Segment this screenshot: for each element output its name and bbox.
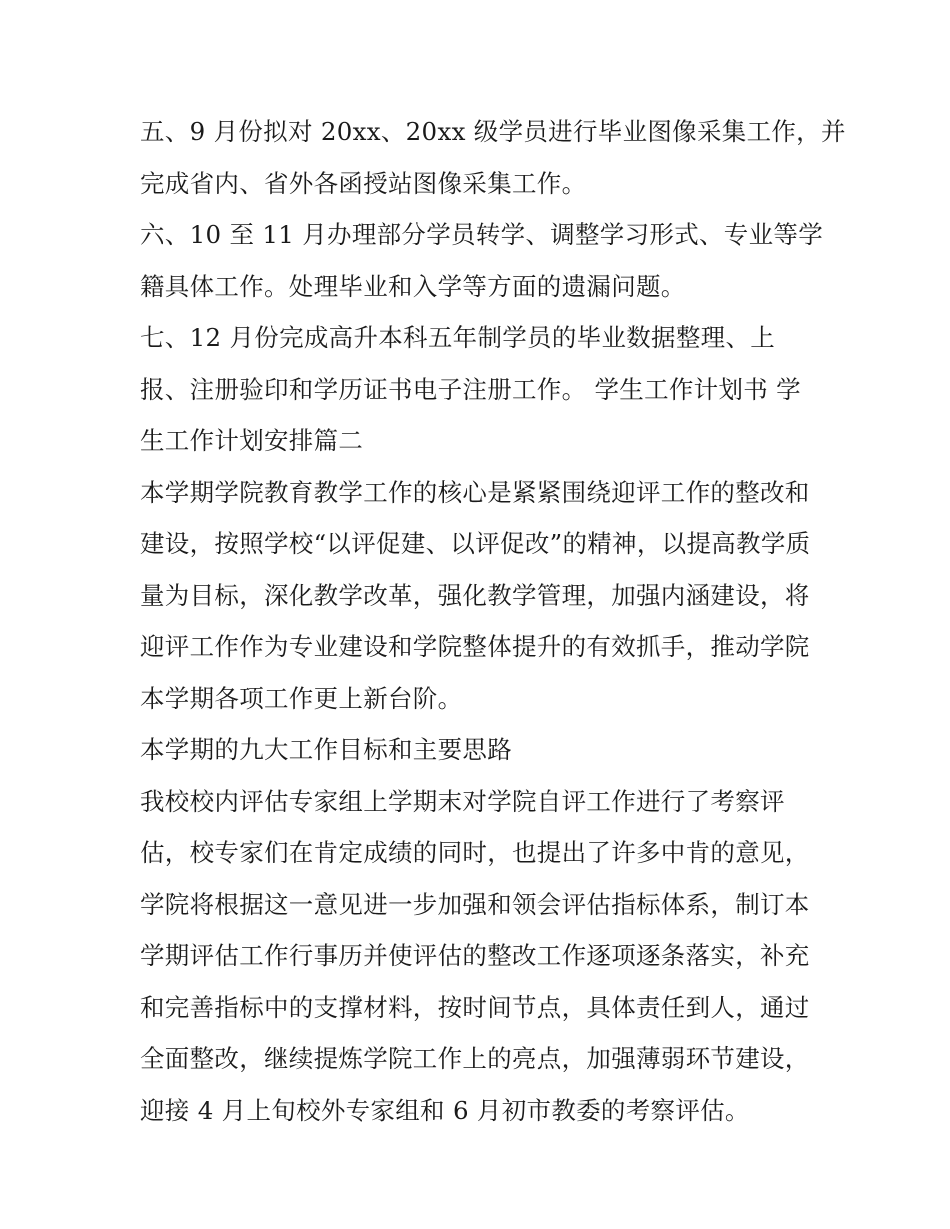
text-line: 和完善指标中的支撑材料，按时间节点，具体责任到人，通过	[140, 992, 810, 1022]
text-line: 建设，按照学校“以评促建、以评促改”的精神，以提高教学质	[140, 529, 811, 558]
text-line: 迎评工作作为专业建设和学院整体提升的有效抓手，推动学院	[140, 632, 810, 661]
text-line: 生工作计划安排篇二	[140, 426, 364, 455]
text-line: 估，校专家们在肯定成绩的同时，也提出了许多中肯的意见，	[140, 838, 810, 867]
text-line: 学院将根据这一意见进一步加强和领会评估指标体系，制订本	[140, 889, 810, 919]
text-line: 全面整改，继续提炼学院工作上的亮点，加强薄弱环节建设，	[140, 1044, 810, 1073]
document-body	[140, 106, 846, 1136]
text-line: 本学期的九大工作目标和主要思路	[140, 735, 512, 764]
text-line: 籍具体工作。处理毕业和入学等方面的遗漏问题。	[140, 271, 686, 301]
text-line: 报、注册验印和学历证书电子注册工作。 学生工作计划书 学	[140, 374, 801, 404]
text-line: 量为目标，深化教学改革，强化教学管理，加强内涵建设，将	[140, 580, 810, 610]
text-line: 五、9 月份拟对 20xx、20xx 级学员进行毕业图像采集工作，并	[140, 117, 846, 146]
text-line: 六、10 至 11 月办理部分学员转学、调整学习形式、专业等学	[140, 220, 824, 249]
text-line: 本学期各项工作更上新台阶。	[140, 683, 463, 713]
text-line: 七、12 月份完成高升本科五年制学员的毕业数据整理、上	[140, 323, 776, 352]
text-line: 迎接 4 月上旬校外专家组和 6 月初市教委的考察评估。	[140, 1095, 750, 1125]
text-line: 学期评估工作行事历并使评估的整改工作逐项逐条落实，补充	[140, 941, 810, 970]
text-line: 本学期学院教育教学工作的核心是紧紧围绕迎评工作的整改和	[140, 477, 810, 507]
text-line: 我校校内评估专家组上学期末对学院自评工作进行了考察评	[140, 786, 785, 816]
text-line: 完成省内、省外各函授站图像采集工作。	[140, 168, 587, 198]
